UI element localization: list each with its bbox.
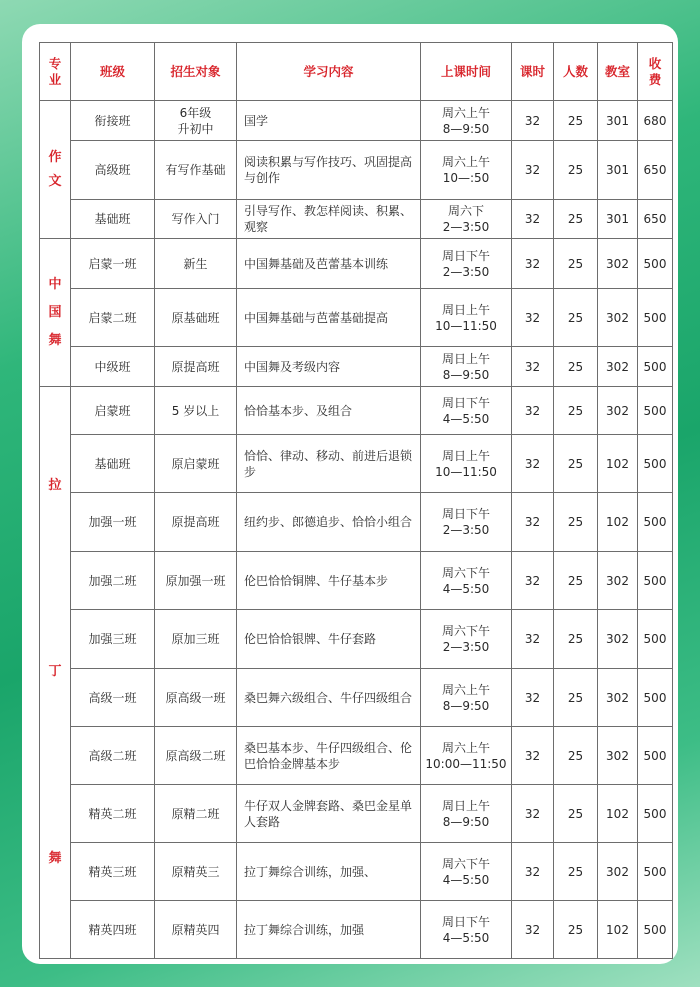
room-cell: 102	[598, 435, 638, 493]
hours-cell: 32	[512, 387, 554, 435]
fee-cell: 500	[638, 901, 673, 959]
target-cell: 原高级二班	[155, 727, 237, 785]
people-cell: 25	[554, 101, 598, 141]
time-cell: 周六上午 8—9:50	[421, 669, 512, 727]
people-cell: 25	[554, 141, 598, 200]
room-cell: 302	[598, 347, 638, 387]
people-cell: 25	[554, 552, 598, 610]
content-cell: 中国舞基础及芭蕾基本训练	[237, 239, 421, 289]
target-cell: 有写作基础	[155, 141, 237, 200]
room-cell: 302	[598, 289, 638, 347]
hours-cell: 32	[512, 901, 554, 959]
time-cell: 周六下午 4—5:50	[421, 552, 512, 610]
major-cell: 中 国 舞	[40, 239, 71, 387]
fee-cell: 500	[638, 289, 673, 347]
time-cell: 周日上午 8—9:50	[421, 785, 512, 843]
room-cell: 302	[598, 610, 638, 669]
fee-cell: 500	[638, 669, 673, 727]
time-cell: 周日上午 8—9:50	[421, 347, 512, 387]
hours-cell: 32	[512, 669, 554, 727]
header-major: 专 业	[40, 43, 71, 101]
major-cell: 作 文	[40, 101, 71, 239]
hours-cell: 32	[512, 200, 554, 239]
schedule-sheet	[22, 24, 678, 964]
hours-cell: 32	[512, 727, 554, 785]
class-cell: 启蒙二班	[71, 289, 155, 347]
content-cell: 恰恰基本步、及组合	[237, 387, 421, 435]
hours-cell: 32	[512, 785, 554, 843]
time-cell: 周六下午 4—5:50	[421, 843, 512, 901]
room-cell: 102	[598, 901, 638, 959]
content-cell: 中国舞及考级内容	[237, 347, 421, 387]
hours-cell: 32	[512, 289, 554, 347]
fee-cell: 500	[638, 493, 673, 552]
class-cell: 加强二班	[71, 552, 155, 610]
room-cell: 301	[598, 141, 638, 200]
people-cell: 25	[554, 347, 598, 387]
content-cell: 中国舞基础与芭蕾基础提高	[237, 289, 421, 347]
content-cell: 引导写作、教怎样阅读、积累、观察	[237, 200, 421, 239]
hours-cell: 32	[512, 101, 554, 141]
header-content: 学习内容	[237, 43, 421, 101]
class-cell: 加强一班	[71, 493, 155, 552]
target-cell: 原精二班	[155, 785, 237, 843]
fee-cell: 500	[638, 239, 673, 289]
class-cell: 精英三班	[71, 843, 155, 901]
header-target: 招生对象	[155, 43, 237, 101]
header-room: 教室	[598, 43, 638, 101]
people-cell: 25	[554, 435, 598, 493]
fee-cell: 650	[638, 141, 673, 200]
table-row	[40, 239, 673, 289]
time-cell: 周六上午 8—9:50	[421, 101, 512, 141]
hours-cell: 32	[512, 552, 554, 610]
class-cell: 精英二班	[71, 785, 155, 843]
room-cell: 302	[598, 727, 638, 785]
hours-cell: 32	[512, 435, 554, 493]
class-cell: 衔接班	[71, 101, 155, 141]
table-row	[40, 101, 673, 141]
hours-cell: 32	[512, 493, 554, 552]
target-cell: 写作入门	[155, 200, 237, 239]
table-row	[40, 727, 673, 785]
people-cell: 25	[554, 727, 598, 785]
fee-cell: 500	[638, 552, 673, 610]
class-cell: 加强三班	[71, 610, 155, 669]
room-cell: 302	[598, 843, 638, 901]
table-row	[40, 200, 673, 239]
fee-cell: 500	[638, 785, 673, 843]
people-cell: 25	[554, 901, 598, 959]
table-row	[40, 493, 673, 552]
target-cell: 原基础班	[155, 289, 237, 347]
table-row	[40, 387, 673, 435]
class-cell: 中级班	[71, 347, 155, 387]
content-cell: 阅读积累与写作技巧、巩固提高与创作	[237, 141, 421, 200]
fee-cell: 650	[638, 200, 673, 239]
people-cell: 25	[554, 387, 598, 435]
class-cell: 启蒙班	[71, 387, 155, 435]
target-cell: 原精英四	[155, 901, 237, 959]
target-cell: 原启蒙班	[155, 435, 237, 493]
fee-cell: 500	[638, 843, 673, 901]
target-cell: 原提高班	[155, 493, 237, 552]
content-cell: 纽约步、郎德追步、恰恰小组合	[237, 493, 421, 552]
people-cell: 25	[554, 843, 598, 901]
content-cell: 牛仔双人金牌套路、桑巴金星单人套路	[237, 785, 421, 843]
target-cell: 原加强一班	[155, 552, 237, 610]
content-cell: 拉丁舞综合训练，加强	[237, 901, 421, 959]
room-cell: 102	[598, 785, 638, 843]
room-cell: 301	[598, 101, 638, 141]
room-cell: 302	[598, 669, 638, 727]
class-cell: 高级班	[71, 141, 155, 200]
time-cell: 周日上午 10—11:50	[421, 289, 512, 347]
header-people: 人数	[554, 43, 598, 101]
content-cell: 恰恰、律动、移动、前进后退锁步	[237, 435, 421, 493]
header-time: 上课时间	[421, 43, 512, 101]
table-row	[40, 785, 673, 843]
target-cell: 5 岁以上	[155, 387, 237, 435]
target-cell: 原提高班	[155, 347, 237, 387]
people-cell: 25	[554, 493, 598, 552]
room-cell: 302	[598, 552, 638, 610]
people-cell: 25	[554, 669, 598, 727]
hours-cell: 32	[512, 141, 554, 200]
header-hours: 课时	[512, 43, 554, 101]
class-cell: 精英四班	[71, 901, 155, 959]
target-cell: 原高级一班	[155, 669, 237, 727]
table-row	[40, 435, 673, 493]
target-cell: 新生	[155, 239, 237, 289]
class-cell: 基础班	[71, 435, 155, 493]
room-cell: 301	[598, 200, 638, 239]
header-fee: 收 费	[638, 43, 673, 101]
people-cell: 25	[554, 200, 598, 239]
class-schedule-table	[39, 42, 673, 959]
class-cell: 基础班	[71, 200, 155, 239]
fee-cell: 500	[638, 435, 673, 493]
table-body	[40, 101, 673, 959]
people-cell: 25	[554, 785, 598, 843]
fee-cell: 500	[638, 610, 673, 669]
hours-cell: 32	[512, 843, 554, 901]
time-cell: 周六上午 10—:50	[421, 141, 512, 200]
class-cell: 高级二班	[71, 727, 155, 785]
class-cell: 高级一班	[71, 669, 155, 727]
fee-cell: 500	[638, 347, 673, 387]
table-row	[40, 552, 673, 610]
time-cell: 周日下午 4—5:50	[421, 387, 512, 435]
table-row	[40, 669, 673, 727]
class-cell: 启蒙一班	[71, 239, 155, 289]
fee-cell: 680	[638, 101, 673, 141]
target-cell: 6年级 升初中	[155, 101, 237, 141]
time-cell: 周六下 2—3:50	[421, 200, 512, 239]
content-cell: 国学	[237, 101, 421, 141]
time-cell: 周日下午 2—3:50	[421, 493, 512, 552]
fee-cell: 500	[638, 387, 673, 435]
people-cell: 25	[554, 239, 598, 289]
table-row	[40, 347, 673, 387]
table-row	[40, 610, 673, 669]
header-class: 班级	[71, 43, 155, 101]
table-row	[40, 141, 673, 200]
content-cell: 伦巴恰恰银牌、牛仔套路	[237, 610, 421, 669]
content-cell: 拉丁舞综合训练，加强、	[237, 843, 421, 901]
table-row	[40, 843, 673, 901]
major-cell: 拉 丁 舞	[40, 387, 71, 959]
people-cell: 25	[554, 610, 598, 669]
content-cell: 桑巴舞六级组合、牛仔四级组合	[237, 669, 421, 727]
time-cell: 周日下午 2—3:50	[421, 239, 512, 289]
room-cell: 302	[598, 239, 638, 289]
time-cell: 周日上午 10—11:50	[421, 435, 512, 493]
time-cell: 周六上午 10:00—11:50	[421, 727, 512, 785]
header-row	[40, 43, 673, 101]
room-cell: 302	[598, 387, 638, 435]
people-cell: 25	[554, 289, 598, 347]
table-row	[40, 289, 673, 347]
content-cell: 桑巴基本步、牛仔四级组合、伦巴恰恰金牌基本步	[237, 727, 421, 785]
hours-cell: 32	[512, 610, 554, 669]
target-cell: 原加三班	[155, 610, 237, 669]
target-cell: 原精英三	[155, 843, 237, 901]
table-row	[40, 901, 673, 959]
room-cell: 102	[598, 493, 638, 552]
content-cell: 伦巴恰恰铜牌、牛仔基本步	[237, 552, 421, 610]
hours-cell: 32	[512, 239, 554, 289]
hours-cell: 32	[512, 347, 554, 387]
fee-cell: 500	[638, 727, 673, 785]
time-cell: 周六下午 2—3:50	[421, 610, 512, 669]
time-cell: 周日下午 4—5:50	[421, 901, 512, 959]
